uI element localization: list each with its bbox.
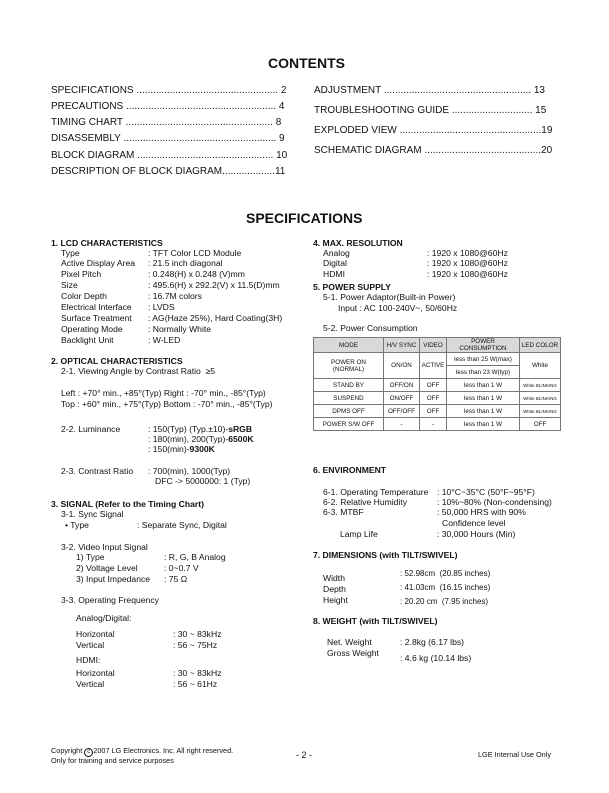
section-heading: 4. MAX. RESOLUTION [313,238,403,248]
spec-value: : 21.5 inch diagonal [148,258,223,268]
toc-entry[interactable]: SPECIFICATIONS ................................................... 2 [51,85,287,96]
spec-value: : 30,000 Hours (Min) [437,529,516,539]
contrast-value: DFC -> 5000000: 1 (Typ) [155,476,251,486]
spec-value: : 75 Ω [164,574,188,584]
spec-value: : 30 ~ 83kHz [173,629,222,639]
table-cell: - [384,418,420,431]
spec-key: Digital [323,258,347,268]
spec-value: : 0~0.7 V [164,563,199,573]
column-header: POWER CONSUMPTION [447,338,520,353]
spec-key: Horizontal [76,629,115,639]
spec-value: Confidence level [442,518,506,528]
video-input-label: 3-2. Video Input Signal [61,542,148,552]
section-heading: 8. WEIGHT (with TILT/SWIVEL) [313,616,438,626]
table-cell: ACTIVE [420,353,447,379]
sync-label: 3-1. Sync Signal [61,509,124,519]
luminance-label: 2-2. Luminance [61,424,121,434]
spec-key: Active Display Area [61,258,136,268]
table-header-row [314,338,561,353]
column-header: VIDEO [420,338,447,353]
spec-value: : TFT Color LCD Module [148,248,242,258]
spec-value: : 1920 x 1080@60Hz [427,258,508,268]
power-consumption-label: 5-2. Power Consumption [323,323,418,333]
table-row [314,353,561,366]
spec-key: Width [323,573,345,583]
table-cell: SUSPEND [314,392,384,405]
spec-key: Electrical Interface [61,302,132,312]
operating-frequency-label: 3-3. Operating Frequency [61,595,159,605]
section-heading: 7. DIMENSIONS (with TILT/SWIVEL) [313,550,458,560]
table-row [314,392,561,405]
luminance-value: : 150(Typ) (Typ.±10)-sRGB [148,424,253,434]
spec-value: : 20.20 cm (7.95 inches) [400,597,489,606]
toc-entry[interactable]: ADJUSTMENT ..................................................... 13 [314,85,545,96]
luminance-value: : 150(min)-9300K [148,444,215,454]
table-cell: less than 1 W [447,392,520,405]
spec-value: : 50,000 HRS with 90% [437,507,526,517]
table-cell: White BLINKING [520,379,561,392]
spec-value: : 2.8kg (6.17 lbs) [400,637,465,647]
table-cell: less than 1 W [447,379,520,392]
spec-key: Vertical [76,679,105,689]
spec-value: : W-LED [148,335,181,345]
spec-key: Depth [323,584,346,594]
table-cell: White [520,353,561,379]
table-cell: OFF [420,379,447,392]
toc-entry[interactable]: TIMING CHART ..................................................... 8 [51,117,282,128]
table-cell: White BLINKING [520,392,561,405]
section-heading: 3. SIGNAL (Refer to the Timing Chart) [51,499,204,509]
spec-key: Color Depth [61,291,107,301]
power-adaptor: 5-1. Power Adaptor(Built-in Power) [323,292,456,302]
contrast-label: 2-3. Contrast Ratio [61,466,134,476]
spec-value: : 4.6 kg (10.14 lbs) [400,653,472,663]
spec-value: : 56 ~ 61Hz [173,679,218,689]
toc-entry[interactable]: SCHEMATIC DIAGRAM ..........................................20 [314,145,553,156]
section-heading: 2. OPTICAL CHARACTERISTICS [51,356,183,366]
spec-key: Analog [323,248,350,258]
table-cell: OFF/OFF [384,405,420,418]
spec-key: Gross Weight [327,648,379,658]
table-cell: OFF [520,418,561,431]
training-note: Only for training and service purposes [51,756,174,765]
page-number: - 2 - [296,750,313,760]
table-cell: White BLINKING [520,405,561,418]
luminance-value: : 180(min), 200(Typ)-6500K [148,434,254,444]
toc-entry[interactable]: BLOCK DIAGRAM ................................................. 10 [51,150,288,161]
spec-key: Net. Weight [327,637,372,647]
toc-entry[interactable]: TROUBLESHOOTING GUIDE ............................. 15 [314,105,547,116]
left-right-angle: Left : +70° min., +85°(Typ) Right : -70° min., -85°(Typ) [61,388,266,398]
spec-value: : 0.248(H) x 0.248 (V)mm [148,269,245,279]
spec-value: : 52.98cm (20.85 inches) [400,569,491,578]
hdmi-label: HDMI: [76,655,101,665]
contrast-value: : 700(min), 1000(Typ) [148,466,231,476]
column-header: H/V SYNC [384,338,420,353]
spec-key: Surface Treatment [61,313,132,323]
table-cell: less than 23 W(typ) [447,366,520,379]
spec-value: : 41.03cm (16.15 inches) [400,583,491,592]
table-row [314,405,561,418]
spec-key: 3) Input Impedance [76,574,151,584]
copyright-symbol: c [84,748,93,757]
table-cell: - [420,418,447,431]
spec-value: : LVDS [148,302,175,312]
power-consumption-table [313,337,561,431]
viewing-angle-label: 2-1. Viewing Angle by Contrast Ratio ≥5 [61,366,216,376]
section-heading: 6. ENVIRONMENT [313,465,387,475]
table-cell: OFF [420,392,447,405]
toc-entry[interactable]: EXPLODED VIEW ...................................................19 [314,125,553,136]
internal-use-note: LGE Internal Use Only [478,750,552,759]
spec-value: : 10°C~35°C (50°F~95°F) [437,487,535,497]
table-cell: OFF/ON [384,379,420,392]
top-bottom-angle: Top : +60° min., +75°(Typ) Bottom : -70° min., -85°(Typ) [61,399,273,409]
spec-key: Type [61,248,80,258]
spec-value: : Separate Sync, Digital [137,520,227,530]
spec-value: : 30 ~ 83kHz [173,668,222,678]
spec-key: Pixel Pitch [61,269,102,279]
table-cell: DPMS OFF [314,405,384,418]
spec-value: : 1920 x 1080@60Hz [427,248,508,258]
table-cell: less than 25 W(max) [447,353,520,366]
table-cell: less than 1 W [447,405,520,418]
spec-key: Size [61,280,78,290]
spec-value: : 56 ~ 75Hz [173,640,218,650]
spec-key: 6-1. Operating Temperature [323,487,429,497]
spec-value: : Normally White [148,324,212,334]
specifications-title: SPECIFICATIONS [246,210,363,226]
analog-digital-label: Analog/Digital: [76,613,132,623]
table-cell: ON/ON [384,353,420,379]
spec-key: • Type [65,520,89,530]
spec-key: Backlight Unit [61,335,114,345]
toc-entry[interactable]: DISASSEMBLY ....................................................... 9 [51,133,285,144]
column-header: LED COLOR [520,338,561,353]
spec-value: : R, G, B Analog [164,552,226,562]
spec-key: Horizontal [76,668,115,678]
copyright: Copyright c 2007 LG Electronics. Inc. All right reserved. [51,746,234,755]
table-row [314,379,561,392]
column-header: MODE [314,338,384,353]
spec-key: 2) Voltage Level [76,563,138,573]
spec-value: : AG(Haze 25%), Hard Coating(3H) [148,313,283,323]
table-cell: POWER S/W OFF [314,418,384,431]
spec-value: : 495.6(H) x 292.2(V) x 11.5(D)mm [148,280,280,290]
spec-key: 6-3. MTBF [323,507,364,517]
table-cell: STAND BY [314,379,384,392]
spec-key: 6-2. Relative Humidity [323,497,408,507]
toc-entry[interactable]: PRECAUTIONS ...................................................... 4 [51,101,285,112]
table-row [314,418,561,431]
table-cell: OFF [420,405,447,418]
table-cell: ON/OFF [384,392,420,405]
power-input: Input : AC 100-240V~, 50/60Hz [338,303,458,313]
spec-key: HDMI [323,269,345,279]
spec-value: : 16.7M colors [148,291,202,301]
spec-key: Height [323,595,348,605]
spec-key: Operating Mode [61,324,123,334]
spec-key: 1) Type [76,552,105,562]
spec-value: : 10%~80% (Non-condensing) [437,497,552,507]
contents-title: CONTENTS [268,55,345,71]
section-heading: 1. LCD CHARACTERISTICS [51,238,163,248]
toc-entry[interactable]: DESCRIPTION OF BLOCK DIAGRAM...................11 [51,166,286,177]
spec-key: Vertical [76,640,105,650]
spec-key: Lamp Life [340,529,378,539]
spec-value: : 1920 x 1080@60Hz [427,269,508,279]
table-cell: POWER ON (NORMAL) [314,353,384,379]
table-cell: less than 1 W [447,418,520,431]
section-heading: 5. POWER SUPPLY [313,282,392,292]
